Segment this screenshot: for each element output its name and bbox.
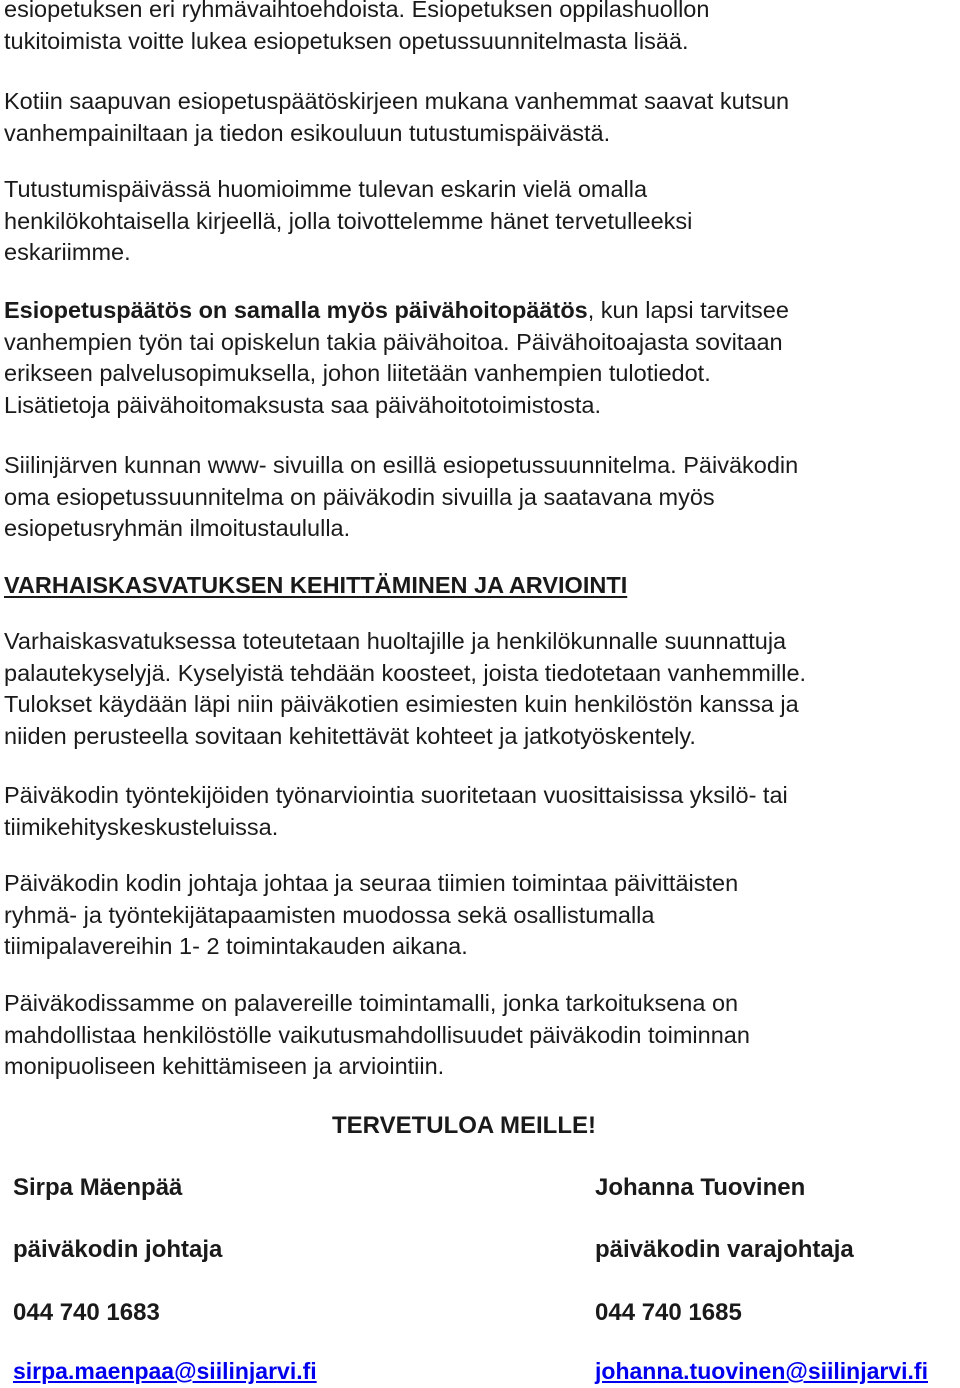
contact-role-right: päiväkodin varajohtaja [595, 1236, 854, 1263]
paragraph-decision-letter [4, 86, 956, 149]
paragraph-line: tiimikehityskeskusteluissa. [4, 813, 279, 840]
paragraph-line: Varhaiskasvatuksessa toteutetaan huoltajille ja henkilökunnalle suunnattuja [4, 628, 787, 654]
contact-phone-right: 044 740 1685 [595, 1299, 742, 1326]
paragraph-feedback-surveys [4, 626, 956, 752]
contact-name-right: Johanna Tuovinen [595, 1174, 806, 1201]
paragraph-line: Päiväkodin kodin johtaja johtaa ja seuraa tiimien toimintaa päivittäisten [4, 870, 739, 896]
paragraph-line: vanhempien työn tai opiskelun takia päivähoitoa. Päivähoitoajasta sovitaan [4, 328, 783, 355]
lead-rest-text: , kun lapsi tarvitsee [587, 297, 789, 323]
paragraph-line: palautekyselyjä. Kyselyistä tehdään koosteet, joista tiedotetaan vanhemmille. [4, 659, 807, 686]
paragraph-preschool-groups [4, 0, 956, 57]
paragraph-line: Kotiin saapuvan esiopetuspäätöskirjeen mukana vanhemmat saavat kutsun [4, 88, 790, 114]
contact-phone-left: 044 740 1683 [13, 1299, 160, 1326]
paragraph-line: tiimipalavereihin 1- 2 toimintakauden aikana. [4, 933, 468, 959]
paragraph-line: Lisätietoja päivähoitomaksusta saa päivähoitotoimistosta. [4, 391, 601, 418]
paragraph-line: ryhmä- ja työntekijätapaamisten muodossa sekä osallistumalla [4, 901, 655, 928]
section-heading: VARHAISKASVATUKSEN KEHITTÄMINEN JA ARVIOINTI [4, 572, 628, 598]
paragraph-line: Siilinjärven kunnan www- sivuilla on esillä esiopetussuunnitelma. Päiväkodin [4, 452, 799, 478]
paragraph-line: niiden perusteella sovitaan kehitettävät kohteet ja jatkotyöskentely. [4, 722, 696, 749]
paragraph-staff-evaluation [4, 780, 956, 843]
paragraph-line: esiopetusryhmän ilmoitustaululla. [4, 515, 351, 541]
contact-email-left-link[interactable]: sirpa.maenpaa@siilinjarvi.fi [13, 1358, 317, 1384]
bold-lead-text: Esiopetuspäätös on samalla myös päivähoitopäätös [4, 297, 588, 323]
paragraph-line: tukitoimista voitte lukea esiopetuksen opetussuunnitelmasta lisää. [4, 27, 689, 54]
paragraph-curriculum [4, 450, 956, 545]
paragraph-line: erikseen palvelusopimuksella, johon liitetään vanhempien tulotiedot. [4, 360, 711, 386]
paragraph-line: Päiväkodin työntekijöiden työnarviointia suoritetaan vuosittaisissa yksilö- tai [4, 782, 788, 808]
paragraph-line: vanhempainiltaan ja tiedon esikouluun tutustumispäivästä. [4, 119, 611, 146]
paragraph-line: henkilökohtaisella kirjeellä, jolla toivottelemme hänet tervetulleeksi [4, 207, 693, 234]
paragraph-line: Päiväkodissamme on palavereille toimintamalli, jonka tarkoituksena on [4, 990, 739, 1016]
paragraph-line [4, 295, 956, 327]
paragraph-director-role [4, 868, 956, 963]
contact-email-right-link[interactable]: johanna.tuovinen@siilinjarvi.fi [595, 1358, 928, 1384]
paragraph-line: mahdollistaa henkilöstölle vaikutusmahdollisuudet päiväkodin toiminnan [4, 1021, 750, 1048]
paragraph-daycare-decision [4, 295, 956, 421]
paragraph-line: oma esiopetussuunnitelma on päiväkodin sivuilla ja saatavana myös [4, 483, 715, 510]
contact-role-left: päiväkodin johtaja [13, 1236, 223, 1263]
paragraph-meeting-model [4, 988, 956, 1083]
welcome-heading: TERVETULOA MEILLE! [332, 1112, 596, 1139]
paragraph-line: esiopetuksen eri ryhmävaihtoehdoista. Esiopetuksen oppilashuollon [4, 0, 710, 22]
paragraph-intro-day [4, 174, 956, 269]
paragraph-line: eskariimme. [4, 239, 131, 265]
paragraph-line: Tutustumispäivässä huomioimme tulevan eskarin vielä omalla [4, 176, 648, 202]
contact-name-left: Sirpa Mäenpää [13, 1174, 183, 1201]
paragraph-line: monipuoliseen kehittämiseen ja arviointiin. [4, 1053, 445, 1079]
paragraph-line: Tulokset käydään läpi niin päiväkotien esimiesten kuin henkilöstön kanssa ja [4, 691, 799, 717]
